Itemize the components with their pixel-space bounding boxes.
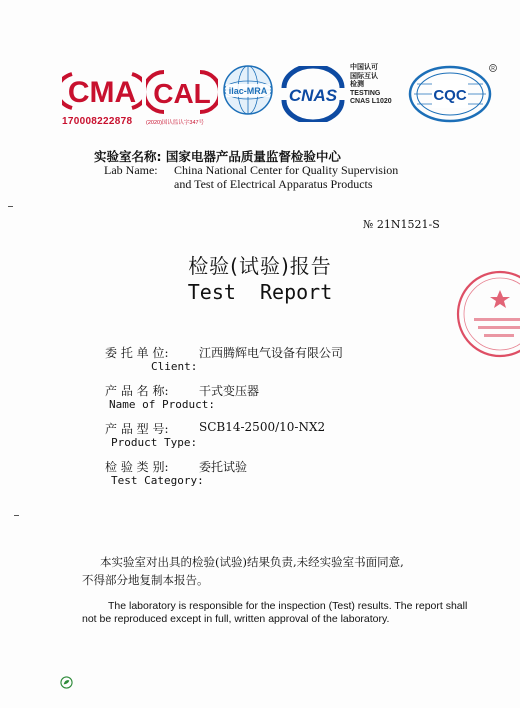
client-label-en: Client: — [151, 360, 198, 373]
inspection-seal-stamp — [454, 268, 520, 360]
ilac-mra-logo — [220, 64, 276, 120]
product-name-label-zh: 产 品 名 称: — [105, 384, 169, 398]
scan-mark — [14, 515, 19, 516]
disclaimer-zh — [82, 553, 502, 589]
eco-print-icon — [60, 676, 73, 689]
disclaimer-en — [82, 600, 502, 626]
lab-name-en-value — [174, 163, 398, 191]
star-icon — [490, 290, 510, 308]
product-type-label-en: Product Type: — [111, 436, 198, 449]
cnas-text-line: 检测 — [350, 81, 364, 88]
test-category-value: 委托试验 — [199, 460, 248, 474]
lab-name-en-line: China National Center for Quality Supervision — [174, 163, 399, 177]
cnas-text-line: CNAS L1020 — [350, 98, 392, 105]
cma-mark-icon — [62, 68, 142, 112]
cqc-mark-text: CQC — [433, 87, 467, 104]
test-category-label-en: Test Category: — [111, 474, 204, 487]
disclaimer-zh-line: 本实验室对出具的检验(试验)结果负责,未经实验室书面同意, — [100, 555, 404, 569]
cqc-mark-icon — [406, 62, 498, 124]
ilac-mark-text: ilac-MRA — [228, 86, 268, 96]
cnas-mark-text: CNAS — [288, 86, 338, 105]
cnas-text-line: 国际互认 — [350, 72, 378, 80]
cal-logo — [146, 68, 222, 126]
product-type-label-zh: 产 品 型 号: — [105, 422, 169, 436]
report-number: № 21N1521-S — [363, 218, 440, 231]
product-name-value: 干式变压器 — [199, 384, 260, 398]
cqc-logo — [406, 62, 498, 124]
cma-logo — [62, 68, 146, 127]
test-category-label-zh: 检 验 类 别: — [105, 460, 169, 474]
svg-text:R: R — [491, 66, 495, 72]
client-value: 江西腾辉电气设备有限公司 — [199, 346, 344, 360]
product-type-value: SCB14-2500/10-NX2 — [199, 420, 326, 434]
report-title-zh: 检验(试验)报告 — [188, 254, 332, 278]
lab-name-en-label: Lab Name: — [104, 163, 158, 177]
cal-mark-text: CAL — [153, 78, 211, 109]
disclaimer-en-line: The laboratory is responsible for the inspection (Test) results. The report shall — [108, 600, 468, 612]
client-label-zh: 委 托 单 位: — [105, 346, 169, 360]
lab-name-zh-label: 实验室名称: — [94, 149, 162, 164]
ilac-globe-icon — [220, 64, 276, 120]
cnas-accreditation-text — [350, 64, 410, 107]
cma-code: 170008222878 — [62, 116, 133, 127]
cnas-mark-icon — [278, 66, 348, 122]
cnas-text-line: 中国认可 — [350, 64, 378, 71]
cma-mark-text: CMA — [67, 76, 137, 109]
disclaimer-zh-line: 不得部分地复制本报告。 — [82, 573, 209, 587]
cnas-logo — [278, 66, 348, 122]
cnas-text-line: TESTING — [350, 89, 381, 97]
accreditation-logos — [62, 62, 502, 132]
lab-name-zh-value: 国家电器产品质量监督检验中心 — [165, 149, 341, 164]
report-title-en: Test Report — [187, 280, 333, 304]
disclaimer-en-line: not be reproduced except in full, written approval of the laboratory. — [82, 613, 390, 625]
lab-name-en-line: and Test of Electrical Apparatus Products — [174, 177, 373, 191]
scan-mark — [8, 206, 13, 207]
cal-approval-note: (2020)国认监认字347号 — [146, 120, 205, 126]
cal-mark-icon — [146, 68, 218, 116]
product-name-label-en: Name of Product: — [109, 398, 215, 411]
